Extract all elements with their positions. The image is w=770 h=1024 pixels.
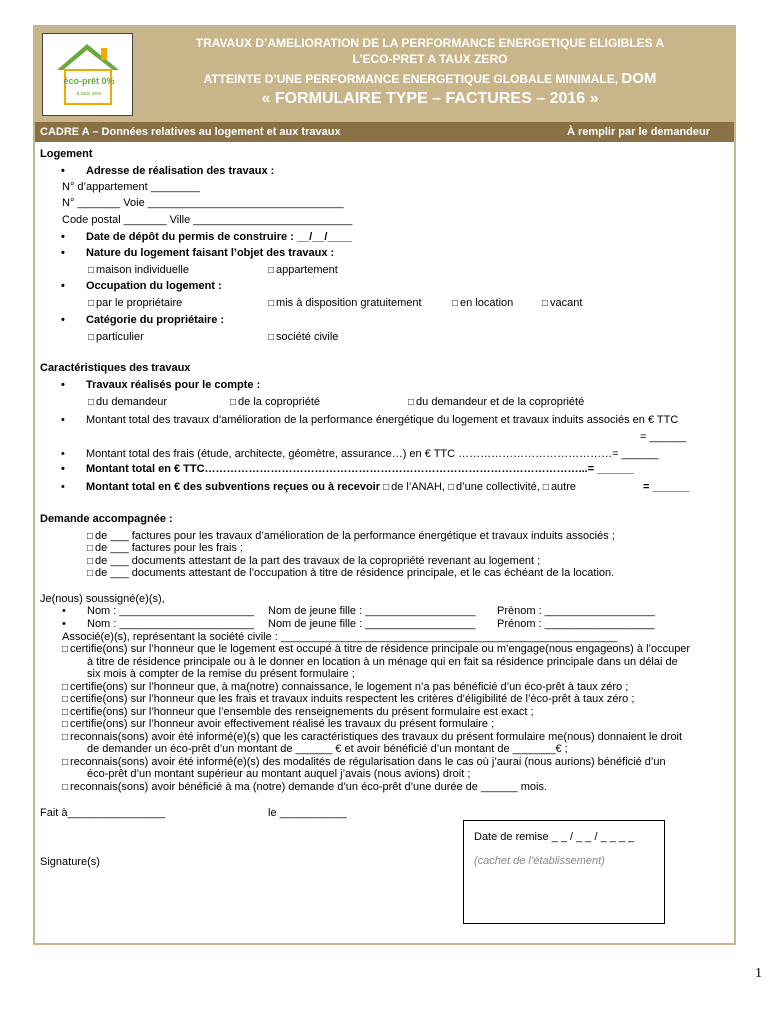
checkbox-icon: □ [88, 265, 95, 276]
checkbox-copropriete-label: de la copropriété [238, 396, 320, 408]
certif-item-cont: à titre de résidence principale ou à le donner en location à un ménage qui en fait sa résidence principale dans un délai de [87, 656, 678, 668]
certif-item-cont: de demander un éco-prêt d’un montant de ______ € et avoir bénéficié d’un montant de _______€ ; [87, 743, 568, 755]
checkbox-icon: □ [62, 707, 69, 718]
demande-item[interactable] [87, 567, 614, 580]
page-number: 1 [755, 966, 762, 981]
checkbox-icon: □ [87, 556, 94, 567]
checkbox-du-demandeur-label: du demandeur [96, 396, 167, 408]
certif-item-cont: six mois à compter de la remise du présent formulaire ; [87, 668, 355, 680]
checkbox-icon: □ [62, 694, 69, 705]
subventions-line [86, 481, 576, 494]
cachet-placeholder: (cachet de l’établissement) [474, 855, 605, 867]
cadre-a-bar [35, 122, 734, 142]
permis-date-field[interactable]: • Date de dépôt du permis de construire : __/__/____ [86, 231, 352, 244]
certif-item-label: certifie(ons) sur l’honneur que, à ma(notre) connaissance, le logement n’a pas bénéficié d’un éco-prêt à taux zéro ; [70, 681, 629, 693]
montant-travaux-label: • Montant total des travaux d’amélioration de la performance énergétique du logement et travaux induits associés en € TTC [86, 414, 678, 427]
checkbox-gratuit-label: mis à disposition gratuitement [276, 297, 422, 309]
form-header [35, 27, 734, 122]
certif-item-label: reconnais(sons) avoir été informé(e)(s) des modalités de régularisation dans le cas où j’aurai (nous aurions) bénéficié d’un [70, 756, 666, 768]
montant-travaux-field[interactable]: = ______ [640, 431, 687, 443]
adresse-label: • Adresse de réalisation des travaux : [86, 165, 274, 178]
checkbox-icon: □ [62, 719, 69, 730]
cadre-a-note: À remplir par le demandeur [566, 126, 710, 138]
checkbox-societe-label: société civile [276, 331, 339, 343]
montant-frais-field[interactable]: • Montant total des frais (étude, architecte, géomètre, assurance…) en € TTC ……………………………………= ______ [86, 448, 658, 461]
checkbox-icon: □ [88, 332, 95, 343]
header-title-line1: TRAVAUX D’AMELIORATION DE LA PERFORMANCE ENERGETIQUE ELIGIBLES A [195, 36, 665, 50]
checkbox-anah-label: de l’ANAH, [391, 481, 445, 493]
checkbox-gratuit[interactable] [268, 297, 422, 310]
checkbox-collectivite[interactable]: □ [448, 482, 455, 493]
voie-field[interactable]: N° _______ Voie ________________________________ [62, 197, 344, 209]
section-title-travaux: Caractéristiques des travaux [40, 362, 191, 374]
checkbox-icon: □ [452, 298, 459, 309]
checkbox-maison-label: maison individuelle [96, 264, 189, 276]
checkbox-societe-civile[interactable] [268, 331, 338, 344]
checkbox-icon: □ [62, 757, 69, 768]
section-title-demande: Demande accompagnée : [40, 513, 173, 525]
house-logo-icon [43, 34, 132, 115]
checkbox-anah[interactable]: □ [383, 482, 390, 493]
compte-label: • Travaux réalisés pour le compte : [86, 379, 260, 392]
fait-a-field[interactable]: Fait à________________ [40, 807, 166, 819]
checkbox-proprietaire-label: par le propriétaire [96, 297, 183, 309]
header-subtitle [145, 71, 715, 87]
nom-field-1[interactable]: • Nom : ______________________ [87, 605, 254, 618]
demande-item[interactable] [87, 542, 243, 555]
demande-item-label: de ___ documents attestant de la part des travaux de la copropriété revenant au logement ; [95, 555, 541, 567]
certif-item-label: certifie(ons) sur l’honneur que l’ensemble des renseignements du présent formulaire est exact ; [70, 706, 534, 718]
prenom-field-2[interactable]: Prénom : __________________ [497, 618, 655, 630]
date-remise-field[interactable]: Date de remise _ _ / _ _ / _ _ _ _ [474, 831, 635, 843]
header-subtitle-dom: DOM [621, 70, 657, 87]
certif-item-cont: éco-prêt d’un montant supérieur au montant auquel j’avais (nous avions) droit ; [87, 768, 471, 780]
subventions-label: Montant total en € des subventions reçues ou à recevoir [86, 481, 381, 493]
checkbox-icon: □ [268, 265, 275, 276]
checkbox-icon: □ [88, 298, 95, 309]
nom-jeune-fille-field-2[interactable]: Nom de jeune fille : __________________ [268, 618, 476, 630]
appartement-field[interactable]: N° d’appartement ________ [62, 181, 200, 193]
certif-item[interactable] [62, 693, 634, 706]
header-subtitle-main: ATTEINTE D’UNE PERFORMANCE ENERGETIQUE GLOBALE MINIMALE, [203, 72, 622, 86]
montant-total-field[interactable]: • Montant total en € TTC…………………………………………………………………………………………...= ______ [86, 463, 634, 476]
checkbox-icon: □ [62, 682, 69, 693]
section-title-logement: Logement [40, 148, 93, 160]
checkbox-icon: □ [62, 782, 69, 793]
checkbox-icon: □ [268, 332, 275, 343]
associe-field[interactable]: Associé(e)(s), représentant la société civile : _______________________________________________________ [62, 631, 618, 643]
checkbox-location[interactable] [452, 297, 513, 310]
cadre-a-title: CADRE A – Données relatives au logement et aux travaux [40, 126, 341, 138]
checkbox-icon: □ [230, 397, 237, 408]
checkbox-appartement-label: appartement [276, 264, 338, 276]
checkbox-icon: □ [408, 397, 415, 408]
checkbox-maison[interactable] [88, 264, 189, 277]
logo-sub-text: à taux zéro [76, 91, 102, 97]
checkbox-appartement[interactable] [268, 264, 338, 277]
checkbox-location-label: en location [460, 297, 514, 309]
demande-item-label: de ___ documents attestant de l’occupation à titre de résidence principale, et le cas échéant de la location. [95, 567, 615, 579]
checkbox-icon: □ [62, 644, 69, 655]
checkbox-icon: □ [88, 397, 95, 408]
logo-main-text: éco-prêt 0% [63, 76, 115, 86]
certif-item-label: certifie(ons) sur l’honneur avoir effectivement réalisé les travaux du présent formulaire ; [70, 718, 495, 730]
checkbox-demandeur-copro-label: du demandeur et de la copropriété [416, 396, 585, 408]
checkbox-du-demandeur[interactable] [88, 396, 167, 409]
certif-item-label: certifie(ons) sur l’honneur que les frais et travaux induits respectent les critères d’éligibilité de l’éco-prêt à taux zéro ; [70, 693, 635, 705]
checkbox-copropriete[interactable] [230, 396, 320, 409]
occupation-label: • Occupation du logement : [86, 280, 222, 293]
checkbox-autre[interactable]: □ [542, 482, 549, 493]
signature-label: Signature(s) [40, 856, 100, 868]
eco-pret-logo [42, 33, 133, 116]
demande-item-label: de ___ factures pour les travaux d’amélioration de la performance énergétique et travaux induits associés ; [95, 530, 615, 542]
date-le-field[interactable]: le ___________ [268, 807, 347, 819]
checkbox-icon: □ [87, 543, 94, 554]
prenom-field-1[interactable]: Prénom : __________________ [497, 605, 655, 617]
checkbox-autre-label: autre [550, 481, 577, 493]
checkbox-icon: □ [62, 732, 69, 743]
categorie-label: • Catégorie du propriétaire : [86, 314, 224, 327]
nom-field-2[interactable]: • Nom : ______________________ [87, 618, 254, 631]
certif-item-label: reconnais(sons) avoir bénéficié à ma (notre) demande d’un éco-prêt d’une durée de ______ mois. [70, 781, 547, 793]
checkbox-vacant-label: vacant [550, 297, 583, 309]
subventions-field[interactable]: = ______ [643, 481, 690, 493]
form-title: « FORMULAIRE TYPE – FACTURES – 2016 » [261, 90, 599, 107]
certif-item-label: certifie(ons) sur l’honneur que le logement est occupé à titre de résidence principale ou m’engage(nous engageons) à l’occuper [70, 643, 691, 655]
checkbox-collectivite-label: d’une collectivité, [456, 481, 540, 493]
nature-label: • Nature du logement faisant l’objet des travaux : [86, 247, 334, 260]
checkbox-vacant[interactable] [542, 297, 582, 310]
checkbox-icon: □ [87, 568, 94, 579]
code-postal-ville-field[interactable]: Code postal _______ Ville __________________________ [62, 214, 353, 226]
header-title-line2: L’ECO-PRET A TAUX ZERO [352, 52, 508, 66]
checkbox-icon: □ [268, 298, 275, 309]
demande-item-label: de ___ factures pour les frais ; [95, 542, 244, 554]
checkbox-particulier-label: particulier [96, 331, 144, 343]
certif-item[interactable] [62, 781, 547, 794]
checkbox-demandeur-copro[interactable] [408, 396, 584, 409]
checkbox-proprietaire[interactable] [88, 297, 182, 310]
checkbox-particulier[interactable] [88, 331, 144, 344]
certif-item-label: reconnais(sons) avoir été informé(e)(s) que les caractéristiques des travaux du présent formulaire me(nous) donnaient le droit [70, 731, 683, 743]
soussigne-label: Je(nous) soussigné(e)(s), [40, 593, 165, 605]
date-remise-box [463, 820, 665, 924]
certif-item[interactable] [62, 718, 494, 731]
certif-item[interactable] [62, 643, 690, 656]
checkbox-icon: □ [542, 298, 549, 309]
checkbox-icon: □ [87, 531, 94, 542]
nom-jeune-fille-field-1[interactable]: Nom de jeune fille : __________________ [268, 605, 476, 617]
